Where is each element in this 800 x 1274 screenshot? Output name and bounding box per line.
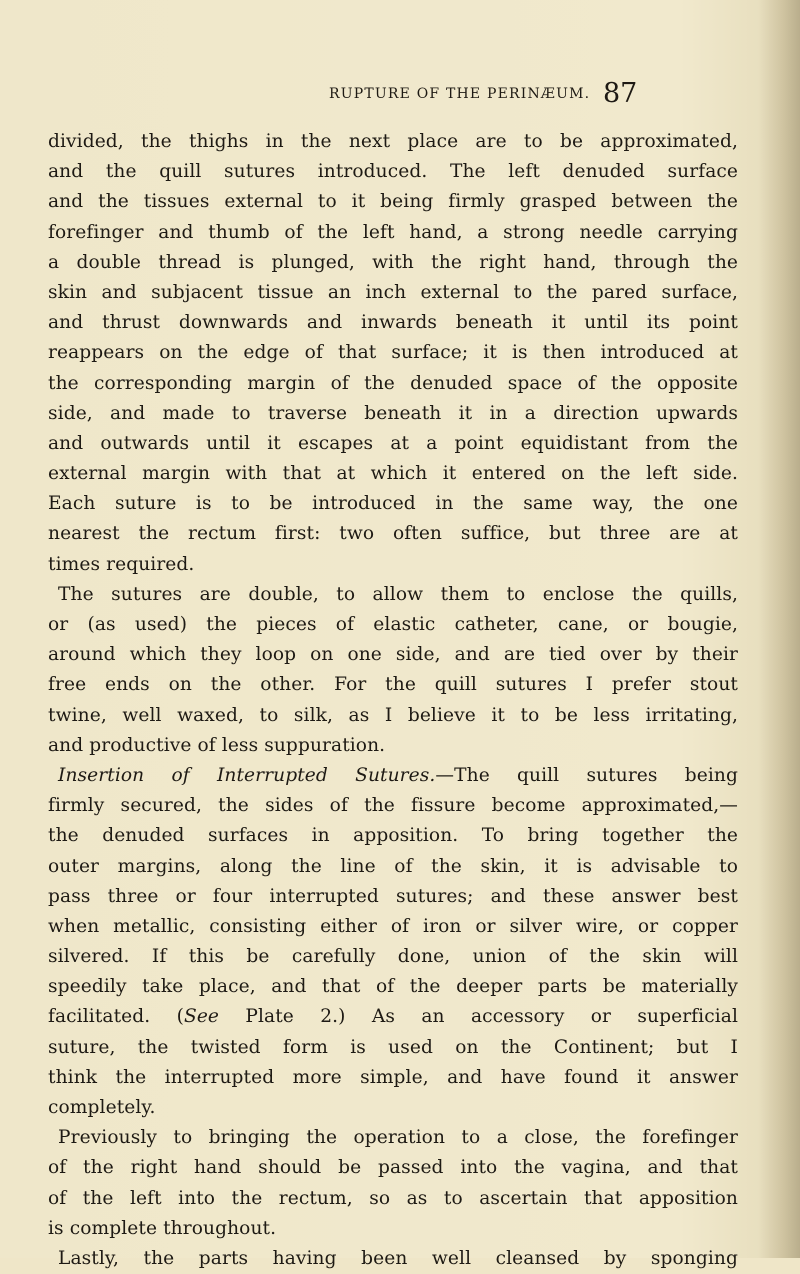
text-line: and thrust downwards and inwards beneath it until its point bbox=[48, 312, 738, 334]
text-line: The sutures are double, to allow them to enclose the quills, bbox=[58, 583, 738, 605]
text-line: a double thread is plunged, with the right hand, through the bbox=[48, 251, 738, 273]
text-line: and productive of less suppuration. bbox=[48, 734, 386, 756]
text-line: Lastly, the parts having been well cleansed by sponging bbox=[58, 1247, 738, 1269]
text-fragment: As an accessory or superficial bbox=[345, 1006, 739, 1028]
text-line: speedily take place, and that of the deeper parts be materially bbox=[48, 976, 738, 998]
text-fragment: —The quill sutures being bbox=[435, 764, 738, 786]
text-line: when metallic, consisting either of iron or silver wire, or copper bbox=[48, 915, 738, 937]
text-line: of the right hand should be passed into the vagina, and that bbox=[48, 1157, 738, 1179]
text-line: pass three or four interrupted sutures; and these answer best bbox=[48, 885, 738, 907]
text-line: think the interrupted more simple, and have found it answer bbox=[48, 1066, 738, 1088]
text-line: Each suture is to be introduced in the same way, the one bbox=[48, 493, 738, 515]
section-heading-line bbox=[48, 761, 738, 791]
plate-reference-line bbox=[48, 1002, 738, 1032]
see-italic: See bbox=[183, 1006, 220, 1028]
text-line: the denuded surfaces in apposition. To bring together the bbox=[48, 825, 738, 847]
text-line: twine, well waxed, to silk, as I believe it to be less irritating, bbox=[48, 704, 738, 726]
page-gutter-shadow bbox=[758, 0, 800, 1258]
text-fragment: facilitated. bbox=[48, 1006, 151, 1028]
text-line: of the left into the rectum, so as to ascertain that apposition bbox=[48, 1187, 738, 1209]
section-heading-italic: Insertion of Interrupted Sutures. bbox=[58, 764, 436, 786]
text-line: and outwards until it escapes at a point equidistant from the bbox=[48, 432, 738, 454]
text-line: skin and subjacent tissue an inch external to the pared surface, bbox=[48, 281, 738, 303]
page-number: 87 bbox=[603, 78, 638, 109]
text-line: Previously to bringing the operation to a close, the forefinger bbox=[58, 1127, 738, 1149]
page-header bbox=[0, 78, 800, 118]
text-line: nearest the rectum first: two often suffice, but three are at bbox=[48, 523, 738, 545]
text-line: or (as used) the pieces of elastic catheter, cane, or bougie, bbox=[48, 614, 738, 635]
text-line: side, and made to traverse beneath it in a direction upwards bbox=[48, 402, 738, 424]
text-line: external margin with that at which it entered on the left side. bbox=[48, 463, 738, 485]
text-line: divided, the thighs in the next place are to be approximated, bbox=[48, 131, 738, 152]
text-line: silvered. If this be carefully done, union of the skin will bbox=[48, 946, 738, 968]
text-line: free ends on the other. For the quill sutures I prefer stout bbox=[48, 674, 738, 696]
text-line: around which they loop on one side, and are tied over by their bbox=[48, 644, 738, 666]
text-line: outer margins, along the line of the skin, it is advisable to bbox=[48, 855, 738, 877]
text-line: the corresponding margin of the denuded space of the opposite bbox=[48, 372, 738, 394]
text-line: and the tissues external to it being firmly grasped between the bbox=[48, 191, 738, 213]
text-line: suture, the twisted form is used on the Continent; but I bbox=[48, 1036, 738, 1058]
text-fragment: ( bbox=[176, 1006, 184, 1028]
text-line: forefinger and thumb of the left hand, a strong needle carrying bbox=[48, 221, 738, 243]
text-line: completely. bbox=[48, 1097, 156, 1118]
text-line: times required. bbox=[48, 553, 195, 575]
running-head: RUPTURE OF THE PERINÆUM. bbox=[329, 86, 591, 102]
body-text bbox=[48, 127, 738, 1274]
text-line: is complete throughout. bbox=[48, 1217, 277, 1239]
text-line: and the quill sutures introduced. The left denuded surface bbox=[48, 161, 738, 183]
text-line: firmly secured, the sides of the fissure become approximated,— bbox=[48, 795, 738, 817]
text-fragment: Plate 2.) bbox=[219, 1006, 346, 1028]
text-line: reappears on the edge of that surface; it is then introduced at bbox=[48, 342, 738, 364]
